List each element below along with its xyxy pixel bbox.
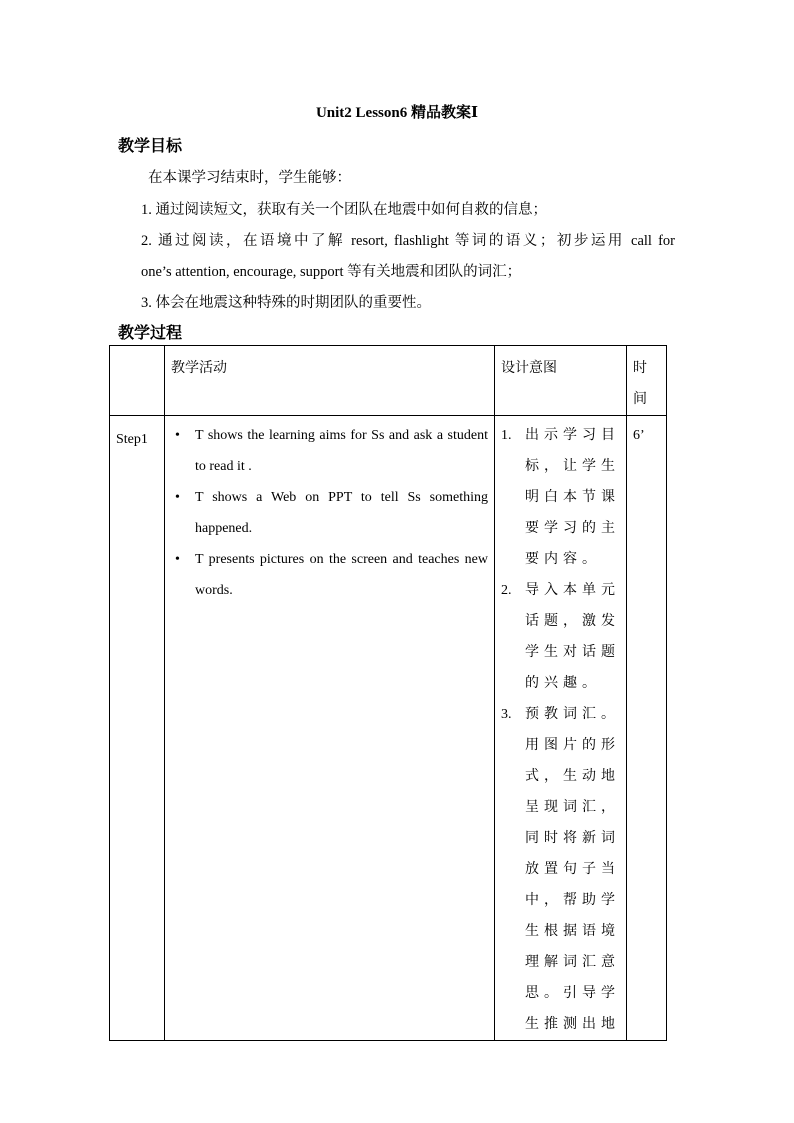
goal-item-3: 3. 体会在地震这种特殊的时期团队的重要性。	[141, 295, 431, 311]
activity-item: • T shows a Web on PPT to tell Ss something happened.	[175, 482, 488, 544]
table-header-row	[110, 346, 667, 416]
table-row	[110, 416, 667, 1041]
goal-item-1: 1. 通过阅读短文，获取有关一个团队在地震中如何自救的信息；	[141, 202, 547, 218]
step-label: Step1	[116, 432, 148, 447]
intent-item: 2. 导入本单元话题，激发学生对话题的兴趣。	[501, 583, 620, 691]
intent-item: 3. 预教词汇。用图片的形式，生动地呈现词汇，同时将新词放置句子当中，帮助学生根据语境理解词汇意思。引导学生推测出地	[501, 707, 620, 1032]
goal-item-2-line-2: one’s attention, encourage, support 等有关地震和团队的词汇；	[141, 264, 522, 280]
page-title: Unit2 Lesson6 精品教案Ⅰ	[315, 105, 479, 121]
intent-item: 1. 出示学习目标，让学生明白本节课要学习的主要内容。	[501, 428, 620, 567]
header-activity: 教学活动	[171, 361, 227, 376]
section-heading-process: 教学过程	[118, 325, 183, 342]
intro-text: 在本课学习结束时，学生能够：	[148, 170, 351, 186]
header-activity-cell	[165, 346, 495, 416]
process-table	[109, 345, 667, 1041]
time-value: 6’	[633, 428, 645, 443]
activity-item: • T shows the learning aims for Ss and ask a student to read it .	[175, 420, 488, 482]
activity-item: • T presents pictures on the screen and teaches new words.	[175, 544, 488, 606]
header-intent: 设计意图	[501, 361, 557, 376]
goal-item-2-line-1: 2. 通过阅读，在语境中了解 resort, flashlight 等词的语义；初步运用 call for	[141, 233, 675, 249]
header-step-cell	[110, 346, 165, 416]
time-cell	[627, 416, 667, 1041]
bullet-icon: •	[175, 552, 180, 567]
header-time: 时间	[633, 361, 647, 407]
intent-cell	[495, 416, 627, 1041]
activity-cell	[165, 416, 495, 1041]
header-intent-cell	[495, 346, 627, 416]
step-cell	[110, 416, 165, 1041]
bullet-icon: •	[175, 428, 180, 443]
header-time-cell	[627, 346, 667, 416]
section-heading-goals: 教学目标	[118, 138, 183, 155]
bullet-icon: •	[175, 490, 180, 505]
